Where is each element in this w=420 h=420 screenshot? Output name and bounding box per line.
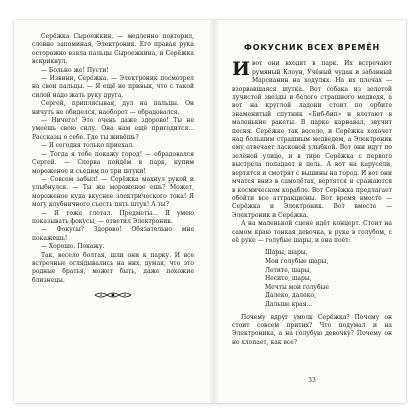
poem-line: Шары, шары, (265, 249, 308, 257)
left-paragraph: — Тогда я тебе покажу город! — обрадовался Сергей. — Сперва пойдём в парк, купим мороженое и съедим по три штуки! (32, 150, 194, 175)
left-paragraph: — Больно же! Пусти! (41, 66, 109, 74)
left-paragraph: — Совсем забыл! — Серёжка махнул рукой и улыбнулся. — Ты же мороженое ешь? Может, мороженое куда вкуснее электрического тока! Я могу клубничного съесть пять штук! А ты? (32, 175, 194, 209)
left-paragraph: Так, весело болтая, шли они к парку. И все встречные оглядывались на них, думая, что это родные братья, может быть, даже похожие близнецы. (32, 251, 194, 284)
poem-line: Летите, шары, (265, 266, 312, 274)
left-page (32, 33, 194, 303)
drop-cap: И (232, 58, 250, 81)
right-paragraph: Почему вдруг умолк Серёжка? Почему он стоит совсем притих? Что подумал и на Электроника, а на голубую девочку? Почему он не хлопает, как все? (232, 313, 392, 346)
right-paragraph-text: вот они входят в парк. Их встречают румяный Клоун, Учёный чудак и забавный Марсианин на ходулях. На их плечах — взорвавшаяся шутка. Вот собака из золотой лучистой звезды и белого страшного медведя, а вот на круглой ладони стоит по орбите знаменитый спутник «Биб-бип» и влетают в маленькие ракеты. В парке карнавал, звучит песня. Серёжке так весело, и Серёжка хохочет над большим страшным медведем, а Электроник ему отвечает ласковой улыбкой. Вот они идут по зелёной улице, и в тире Серёжка с первого выстрела попадает в цель. А вот на карусели, вертятся и смотрят с вышины на город. И вот они мчатся вниз в самолётах, вертятся и сражаются в космическом корабле. Вот Серёжка предлагает обойти все аттракционы. Вот время вместе — Серёжка и Электроник. Вот вместе — Электроник и Серёжка. (232, 60, 392, 219)
poem-line: Далеко, далеко, (265, 292, 316, 300)
poem (265, 249, 392, 309)
ornament-divider-icon (32, 291, 194, 302)
poem-line: Мои голубые шары, (265, 257, 329, 265)
book-spread (14, 20, 406, 403)
left-paragraph: Серёжка Сыроежкин, — медленно повторил, словно запоминая, Электроник. Его правая рука осторожно взяла пальцы Сыроежкина, и Серёжка вскрикнул. (32, 33, 194, 66)
poem-line: Дальше края... (265, 300, 313, 308)
book-gutter (209, 20, 219, 403)
left-paragraph: — Хорошо. Покажу. (41, 243, 105, 251)
poem-line: Несите, шары, (265, 275, 312, 283)
right-paragraph: А на маленькой сцене идёт концерт. Стоит на самом краю тонкая девочка, в руке в голубом, с её руке — голубые шары, и она поёт: (232, 220, 392, 244)
left-paragraph: — Ничего! Это очень даже здорово! Ты не умеешь свою силу. Она нам ещё пригодится... Рассказы о себе. Где ты живёшь? (32, 117, 194, 141)
left-paragraph: — Извини, Серёжка. — Электроник посмотрел на свои пальцы. — Я ещё не привык, что с такой силой надо жать руку друга. (32, 75, 194, 99)
poem-line: Мечты мои голубые (265, 283, 329, 291)
page-number: 33 (308, 377, 316, 384)
left-paragraph: Сергей, приплясывая, дул на пальцы. Он ничуть не обиделся, наоборот — обрадовался. (32, 100, 194, 116)
chapter-title: ФОКУСНИК ВСЕХ ВРЕМЁН (244, 43, 380, 52)
right-page (232, 33, 392, 347)
right-paragraph (232, 60, 392, 220)
left-paragraph: — Я сегодня только приехал. (41, 142, 135, 150)
left-page-text (32, 33, 194, 285)
left-paragraph: — Я тоже глотал. Предметы... Я умею показывать фокусы, — ответил Электроник. (32, 209, 194, 225)
left-paragraph: — Фокусы? Здорово! Обязательно мне покажешь! (32, 226, 194, 242)
